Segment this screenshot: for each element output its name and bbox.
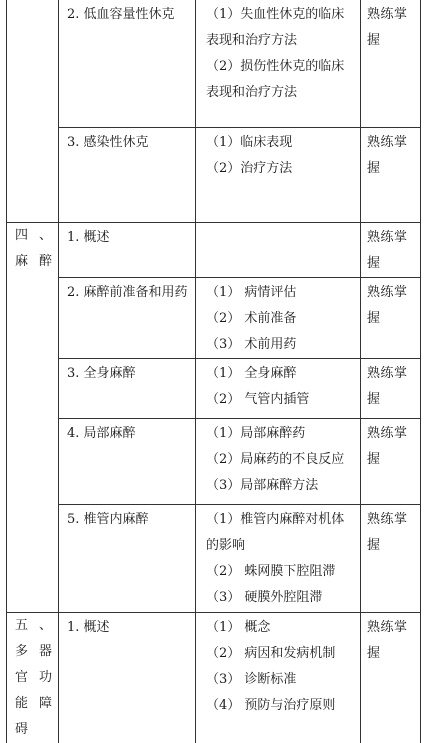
content-item: （2） 蛛网膜下腔阻滞 [206,563,336,579]
topic-cell: 4. 局部麻醉 [59,418,196,504]
unit-cell: 五、多器官功能障碍 [7,612,59,743]
content-item: （4） 预防与治疗原则 [206,697,336,713]
content-cell [196,612,361,743]
requirement-cell: 熟练掌握 [361,418,421,504]
topic-cell: 2. 麻醉前准备和用药 [59,277,196,358]
content-item: （1） 概念 [206,619,271,635]
topic-cell: 1. 概述 [59,612,196,743]
content-cell [196,0,361,127]
topic-cell: 1. 概述 [59,222,196,277]
content-item: （2） 病因和发病机制 [206,645,336,661]
table-row [7,504,421,612]
content-item: （2） 气管内插管 [206,391,310,407]
content-item: （1）失血性休克的临床表现和治疗方法 [206,7,345,48]
content-item: （1）椎管内麻醉对机体的影响 [206,511,345,553]
syllabus-table [6,0,421,743]
topic-cell: 3. 感染性休克 [59,127,196,222]
table-row [7,612,421,743]
table-row [7,358,421,418]
content-item: （3） 术前用药 [206,336,297,352]
table-row [7,0,421,127]
topic-cell: 2. 低血容量性休克 [59,0,196,127]
content-item: （3） 诊断标准 [206,671,297,687]
content-item: （1） 病情评估 [206,284,297,300]
content-cell [196,418,361,504]
content-item: （3） 硬膜外腔阻滞 [206,589,323,605]
requirement-cell: 熟练掌握 [361,504,421,612]
content-item: （3）局部麻醉方法 [206,477,319,493]
content-cell [196,504,361,612]
content-item: （2） 术前准备 [206,310,297,326]
content-item: （1）局部麻醉药 [206,425,306,441]
content-cell [196,222,361,277]
content-item: （1） 全身麻醉 [206,365,297,381]
table-row [7,222,421,277]
requirement-cell: 熟练掌握 [361,222,421,277]
content-cell [196,277,361,358]
requirement-cell: 熟练掌握 [361,127,421,222]
table-row [7,127,421,222]
content-item: （2）损伤性休克的临床表现和治疗方法 [206,59,345,100]
topic-cell: 5. 椎管内麻醉 [59,504,196,612]
requirement-cell: 熟练掌握 [361,612,421,743]
requirement-cell: 熟练掌握 [361,0,421,127]
unit-cell: 四、麻醉 [7,222,59,612]
content-cell [196,358,361,418]
table-row [7,277,421,358]
requirement-cell: 熟练掌握 [361,358,421,418]
content-item: （2）治疗方法 [206,160,293,176]
content-cell [196,127,361,222]
table-row [7,418,421,504]
requirement-cell: 熟练掌握 [361,277,421,358]
topic-cell: 3. 全身麻醉 [59,358,196,418]
content-item: （2）局麻药的不良反应 [206,451,345,467]
unit-cell-empty [7,0,59,222]
content-item: （1）临床表现 [206,134,293,150]
